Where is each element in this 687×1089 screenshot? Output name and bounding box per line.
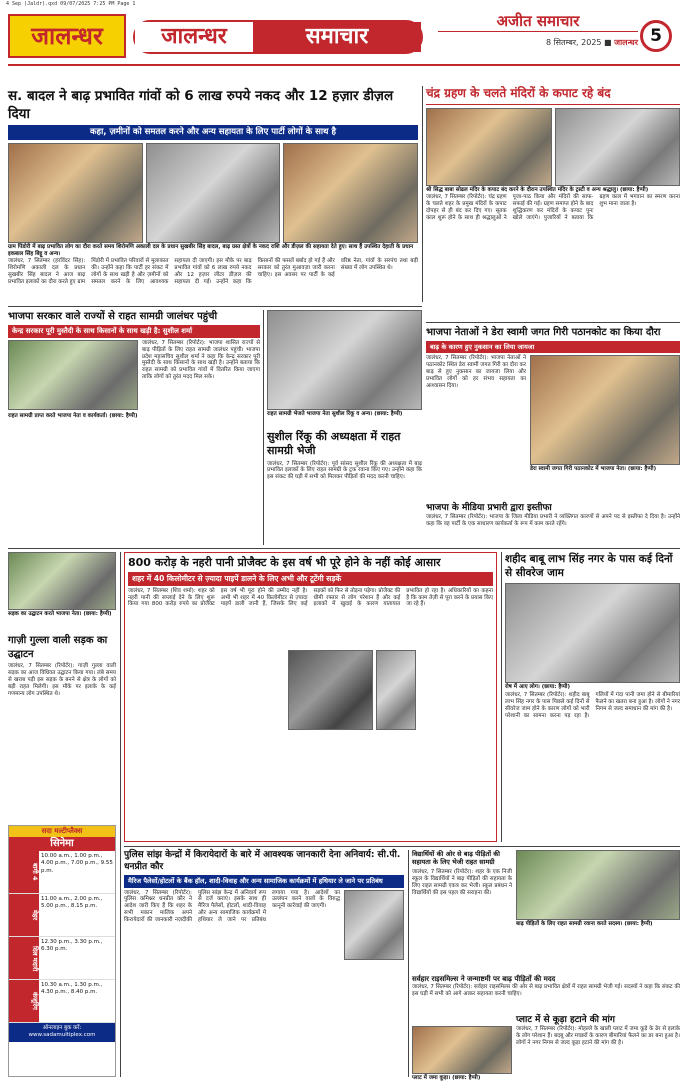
eclipse-caption: श्री सिद्ध बाबा सोढल मंदिर के कपाट बंद करने के दौरान उपस्थित मंदिर के ट्रस्टी व अन्य श्रद्धालु। (छाया: हैप्पी) bbox=[426, 186, 649, 193]
gazi-headline: गाज़ी गुल्ला वाली सड़क का उद्घाटन bbox=[8, 635, 108, 660]
masthead-city: जालन्धर bbox=[614, 37, 638, 47]
shaheed-headline: शहीद बाबू लाभ सिंह नगर के पास कई दिनों से सीवरेज जाम bbox=[505, 553, 673, 580]
rice-mill-headline: सर्वहार राइसमिल्स ने जन्माष्टमी पर बाढ़ पीड़ितों की मदद bbox=[412, 975, 556, 983]
page-number-badge: 5 bbox=[640, 20, 672, 52]
lead-caption: ग्राम पिंडोरी में बाढ़ प्रभावित लोग का दौरा करते समय शिरोमणि अकाली दल के प्रधान सुखबीर सिंह बादल, बाढ़ ग्रस्त क्षेत्रों के नकद राशि और डीज़ल की सहायता देते हुए। साथ हैं उपस्थित देहाती के प्रधान इकबाल सिंह बिट्टू व अन्य। bbox=[8, 243, 414, 257]
cinema-movie bbox=[9, 851, 115, 894]
bjp-relief-story bbox=[8, 310, 260, 545]
movie-name: बागी 4 bbox=[9, 851, 39, 893]
dera-body: जालंधर, 7 सितम्बर (रिपोर्टर): भाजपा नेताओं ने पठानकोट स्थित डेरा स्वामी जगत गिरी का दौरा कर बाढ़ से हुए नुकसान का जायजा लिया और प्रभावित लोगों को हर संभव सहायता का आश्वासन दिया। bbox=[426, 355, 526, 389]
rice-mill-text bbox=[412, 975, 680, 1013]
rice-mill-body: जालंधर, 7 सितम्बर (रिपोर्टर): सर्वहार राइसमिल्स की ओर से बाढ़ प्रभावित क्षेत्रों में राहत सामग्री भेजी गई। सदस्यों ने कहा कि संकट की इस घड़ी में सभी को आगे आकर सहायता करनी चाहिए। bbox=[412, 983, 680, 997]
rinku-headline: सुशील रिंकू की अध्यक्षता में राहत सामग्री भेजी bbox=[267, 430, 401, 458]
rinku-caption: राहत सामग्री भेजते भाजपा नेता सुशील रिंकू व अन्य। (छाया: हैप्पी) bbox=[267, 411, 403, 417]
movie-times: 11.00 a.m., 2.00 p.m., 5.00 p.m., 8.15 p.m. bbox=[41, 896, 103, 910]
media-resign-body: जालंधर, 7 सितम्बर (रिपोर्टर): भाजपा के जिला मीडिया प्रभारी ने व्यक्तिगत कारणों से अपने पद से इस्तीफा दे दिया है। उन्होंने कहा कि वह पार्टी के एक साधारण कार्यकर्ता के रूप में काम करते रहेंगे। bbox=[426, 514, 680, 528]
cinema-title-1: सदा मल्टीप्लैक्स bbox=[9, 826, 115, 837]
cinema-listing bbox=[8, 825, 116, 1077]
cinema-title-2: सिनेमा bbox=[9, 837, 115, 852]
cinema-footer: ऑनलाइन बुक करें: www.sadamultiplex.com bbox=[9, 1023, 115, 1041]
water-project-subhead: शहर में 40 किलोमीटर से ज़्यादा पाइपें डालने के लिए अभी और टूटेंगी सड़कें bbox=[128, 572, 493, 585]
dera-photo bbox=[530, 355, 680, 465]
dera-caption: डेरा स्वामी जगत गिरी पठानकोट में भाजपा नेता। (छाया: हैप्पी) bbox=[530, 466, 657, 473]
cinema-movie bbox=[9, 937, 115, 980]
plot-body: जालंधर, 7 सितम्बर (रिपोर्टर): मोहल्ले के खाली प्लाट में जमा कूड़े के ढेर से इलाके के लोग परेशान हैं। बदबू और मच्छरों के कारण बीमारियां फैलने का डर बना हुआ है। लोगों ने नगर निगम से जल्द कूड़ा हटाने की मांग की है। bbox=[516, 1026, 680, 1046]
rice-mill-photo bbox=[516, 850, 680, 920]
rinku-body: जालंधर, 7 सितम्बर (रिपोर्टर): पूर्व सांसद सुशील रिंकू की अध्यक्षता में बाढ़ प्रभावित इलाकों के लिए राहत सामग्री के ट्रक रवाना किए गए। उन्होंने कहा कि इस संकट की घड़ी में सभी को मिलकर पीड़ितों की मदद करनी चाहिए। bbox=[267, 460, 422, 481]
bjp-relief-caption: राहत सामग्री प्राप्त करते भाजपा नेता व कार्यकर्ता। (छाया: हैप्पी) bbox=[8, 413, 138, 419]
bjp-relief-body: जालंधर, 7 सितम्बर (रिपोर्टर): भाजपा शासित राज्यों से बाढ़ पीड़ितों के लिए राहत सामग्री जालंधर पहुंची। भाजपा प्रदेश महासचिव सुशील शर्मा ने कहा कि केन्द्र सरकार पूरी मुस्तैदी के साथ किसानों के साथ खड़ी है। उन्होंने बताया कि राहत सामग्री को प्रभावित गांवों में वितरित किया जाएगा ताकि लोगों को तुरंत मदद मिल सके। bbox=[142, 339, 260, 381]
divider bbox=[501, 552, 502, 842]
movie-times: 10.30 a.m., 1.30 p.m., 4.30 p.m., 8.40 p.m. bbox=[41, 982, 103, 996]
road-inauguration-photo bbox=[8, 552, 116, 610]
divider bbox=[426, 322, 680, 323]
school-relief-story bbox=[412, 850, 512, 975]
shaheed-story bbox=[505, 552, 680, 842]
gazi-story bbox=[8, 634, 116, 820]
cinema-movie bbox=[9, 894, 115, 937]
school-relief-headline: विद्यार्थियों की ओर से बाढ़ पीड़ितों की सहायता के लिए भेजी राहत सामग्री bbox=[412, 850, 500, 867]
rice-mill-caption: बाढ़ पीड़ितों के लिए राहत सामग्री रवाना करते सदस्य। (छाया: हैप्पी) bbox=[516, 921, 653, 927]
media-resign-headline: भाजपा के मीडिया प्रभारी द्वारा इस्तीफा bbox=[426, 503, 552, 513]
police-subhead: मैरिज पैलेसों/होटलों के बैंक हॉल, शादी-विवाह और अन्य सामाजिक कार्यक्रमों में हथियार ले जाने पर प्रतिबंध bbox=[124, 875, 404, 887]
bjp-relief-photo bbox=[8, 340, 138, 410]
shaheed-body: जालंधर, 7 सितम्बर (रिपोर्टर): शहीद बाबू लाभ सिंह नगर के पास पिछले कई दिनों से सीवरेज जाम होने के कारण लोगों को भारी परेशानी का सामना करना पड़ रहा है। गलियों में गंदा पानी जमा होने से बीमारियां फैलने का खतरा बना हुआ है। लोगों ने नगर निगम से जल्द समाधान की मांग की है। bbox=[505, 692, 680, 719]
water-project-headline: 800 करोड़ के नहरी पानी प्रोजैक्ट के इस वर्ष भी पूरे होने के नहीं कोई आसार bbox=[128, 556, 441, 569]
eclipse-photo-1 bbox=[426, 108, 552, 186]
road-inauguration-caption: सड़क का उद्घाटन करते भाजपा नेता। (छाया: हैप्पी) bbox=[8, 611, 112, 617]
eclipse-story bbox=[426, 86, 680, 318]
divider bbox=[8, 306, 422, 307]
police-headline: पुलिस सांझ केन्द्रों में किरायेदारों के बारे में आवश्यक जानकारी देना अनिवार्य: सी.पी. धनप्रीत कौर bbox=[124, 850, 401, 872]
eclipse-photos bbox=[426, 108, 680, 186]
rinku-text bbox=[267, 430, 422, 545]
lead-photo-2 bbox=[146, 143, 281, 243]
dera-headline: भाजपा नेताओं ने डेरा स्वामी जगत गिरी पठानकोट का किया दौरा bbox=[426, 327, 661, 338]
movie-name: दिल मदारी bbox=[9, 937, 39, 979]
movie-name: कंजूरिंग bbox=[9, 980, 39, 1022]
bjp-relief-subhead: केन्द्र सरकार पूरी मुस्तैदी के साथ किसानों के साथ खड़ी है: सुशील शर्मा bbox=[8, 325, 260, 338]
page-slug: 4 Sep (Jaldr).qxd 09/07/2025 7:25 PM Page 1 bbox=[6, 1, 136, 7]
lead-photos bbox=[8, 143, 418, 243]
lead-story bbox=[8, 86, 418, 302]
dera-story bbox=[426, 326, 680, 501]
divider bbox=[422, 86, 423, 302]
masthead-brand-block bbox=[438, 12, 638, 62]
divider bbox=[408, 850, 409, 1077]
rinku-photo bbox=[267, 310, 422, 410]
divider bbox=[8, 548, 680, 549]
water-project-body: जालंधर, 7 सितम्बर (शिव शर्मा): शहर को नहरी पानी की सप्लाई देने के लिए शुरू किया गया 800 करोड़ रुपये का प्रोजैक्ट इस वर्ष भी पूरा होने की उम्मीद नहीं है। अभी भी शहर में 40 किलोमीटर से ज़्यादा पाइपें डाली जानी हैं, जिसके लिए कई सड़कों को फिर से तोड़ना पड़ेगा। प्रोजैक्ट की धीमी रफ्तार से लोग परेशान हैं और कई इलाकों में खुदाई के कारण यातायात प्रभावित हो रहा है। अधिकारियों का कहना है कि काम तेज़ी से पूरा करने के प्रयास किए जा रहे हैं। bbox=[128, 587, 493, 608]
police-story bbox=[124, 850, 404, 1077]
cinema-movie bbox=[9, 980, 115, 1023]
masthead-brand: अजीत समाचार bbox=[438, 12, 638, 32]
road-inauguration bbox=[8, 552, 116, 632]
lead-headline: स. बादल ने बाढ़ प्रभावित गांवों को 6 लाख रुपये नकद और 12 हज़ार डीज़ल दिया bbox=[8, 88, 394, 122]
masthead bbox=[8, 10, 680, 66]
media-resign-story bbox=[426, 503, 680, 543]
plot-story bbox=[412, 1015, 680, 1082]
movie-times: 10.00 a.m., 1.00 p.m., 4.00 p.m., 7.00 p.m., 9.55 p.m. bbox=[41, 853, 113, 874]
masthead-left-title: जालन्धर bbox=[31, 22, 103, 50]
divider bbox=[124, 846, 680, 847]
bjp-relief-headline: भाजपा सरकार वाले राज्यों से राहत सामग्री जालंधर पहुंची bbox=[8, 311, 218, 322]
lead-subhead: कहा, ज़मीनों को समतल करने और अन्य सहायता के लिए पार्टी लोगों के साथ है bbox=[8, 125, 418, 140]
water-project-photo-2 bbox=[376, 650, 416, 730]
masthead-left-box bbox=[8, 14, 126, 58]
plot-photo bbox=[412, 1026, 512, 1074]
plot-headline: प्लाट में से कूड़ा हटाने की मांग bbox=[516, 1015, 615, 1025]
water-project-photo-1 bbox=[288, 650, 373, 730]
movie-times: 12.30 p.m., 3.30 p.m., 6.30 p.m. bbox=[41, 939, 103, 953]
lead-photo-3 bbox=[283, 143, 418, 243]
gazi-body: जालंधर, 7 सितम्बर (रिपोर्टर): गाज़ी गुल्ला वाली सड़क का आज विधिवत उद्घाटन किया गया। लंबे समय से खराब पड़ी इस सड़क के बनने से क्षेत्र के लोगों को बड़ी राहत मिलेगी। इस मौके पर इलाके के कई गणमान्य लोग उपस्थित थे। bbox=[8, 663, 116, 697]
eclipse-photo-2 bbox=[555, 108, 681, 186]
police-body: जालंधर, 7 सितम्बर (रिपोर्टर): पुलिस कमिश्नर धनप्रीत कौर ने आदेश जारी किए हैं कि शहर के सभी मकान मालिक अपने किरायेदारों की जानकारी नज़दीकी पुलिस सांझ केन्द्र में अनिवार्य रूप से दर्ज कराएं। इसके साथ ही मैरिज पैलेसों, होटलों, शादी-विवाह और अन्य सामाजिक कार्यक्रमों में हथियार ले जाने पर प्रतिबंध लगाया गया है। आदेशों का उल्लंघन करने वालों के विरुद्ध कानूनी कार्रवाई की जाएगी। bbox=[124, 889, 340, 923]
police-commissioner-photo bbox=[344, 890, 404, 960]
masthead-title-a: जालन्धर bbox=[135, 22, 253, 52]
school-relief-body: जालंधर, 7 सितम्बर (रिपोर्टर): शहर के एक निजी स्कूल के विद्यार्थियों ने बाढ़ पीड़ितों की सहायता के लिए राहत सामग्री एकत्र कर भेजी। स्कूल प्रबंधन ने विद्यार्थियों की इस पहल की सराहना की। bbox=[412, 868, 512, 896]
lead-body: जालंधर, 7 सितम्बर (हरविंदर सिंह): शिरोमणि अकाली दल के प्रधान सुखबीर सिंह बादल ने आज बाढ़ प्रभावित इलाकों का दौरा करते हुए ग्राम पिंडोरी में प्रभावित परिवारों से मुलाकात की। उन्होंने कहा कि पार्टी हर संकट में लोगों के साथ खड़ी है और ज़मीनों को समतल करने के लिए आवश्यक सहायता दी जाएगी। इस मौके पर बाढ़ प्रभावित गांवों को 6 लाख रुपये नकद और 12 हज़ार लीटर डीज़ल की सहायता दी गई। उन्होंने कहा कि किसानों की फसलें बर्बाद हो गई हैं और सरकार को तुरंत मुआवज़ा जारी करना चाहिए। इस अवसर पर पार्टी के कई वरिष्ठ नेता, गांवों के सरपंच तथा बड़ी संख्या में लोग उपस्थित थे। bbox=[8, 258, 418, 286]
movie-name: मेहर bbox=[9, 894, 39, 936]
eclipse-headline: चंद्र ग्रहण के चलते मंदिरों के कपाट रहे बंद bbox=[426, 86, 680, 105]
eclipse-body: जालंधर, 7 सितम्बर (रिपोर्टर): चंद्र ग्रहण के चलते शहर के प्रमुख मंदिरों के कपाट दोपहर से ही बंद कर दिए गए। सूतक काल शुरू होने के साथ ही श्रद्धालुओं ने पूजा-पाठ किया और मंदिरों की साफ-सफाई की गई। ग्रहण समाप्त होने के बाद शुद्धिकरण कर मंदिरों के कपाट पुनः खोले जाएंगे। पुजारियों ने बताया कि ग्रहण काल में भगवान का स्मरण करना शुभ माना जाता है। bbox=[426, 194, 680, 222]
shaheed-caption: रोष में आए लोग। (छाया: हैप्पी) bbox=[505, 684, 570, 691]
divider bbox=[120, 552, 121, 1077]
divider bbox=[263, 310, 264, 545]
masthead-date: 8 सितम्बर, 2025 bbox=[545, 37, 602, 47]
masthead-title-b: समाचार bbox=[253, 22, 421, 52]
rice-mill-story bbox=[516, 850, 680, 950]
dera-subhead: बाढ़ के कारण हुए नुकसान का लिया जायजा bbox=[426, 341, 680, 353]
shaheed-photo bbox=[505, 583, 680, 683]
masthead-date-line: 8 सितम्बर, 2025 ■ जालन्धर bbox=[545, 37, 638, 47]
masthead-title bbox=[133, 20, 423, 54]
plot-caption: प्लाट में जमा कूड़ा। (छाया: हैप्पी) bbox=[412, 1075, 481, 1082]
lead-photo-1 bbox=[8, 143, 143, 243]
